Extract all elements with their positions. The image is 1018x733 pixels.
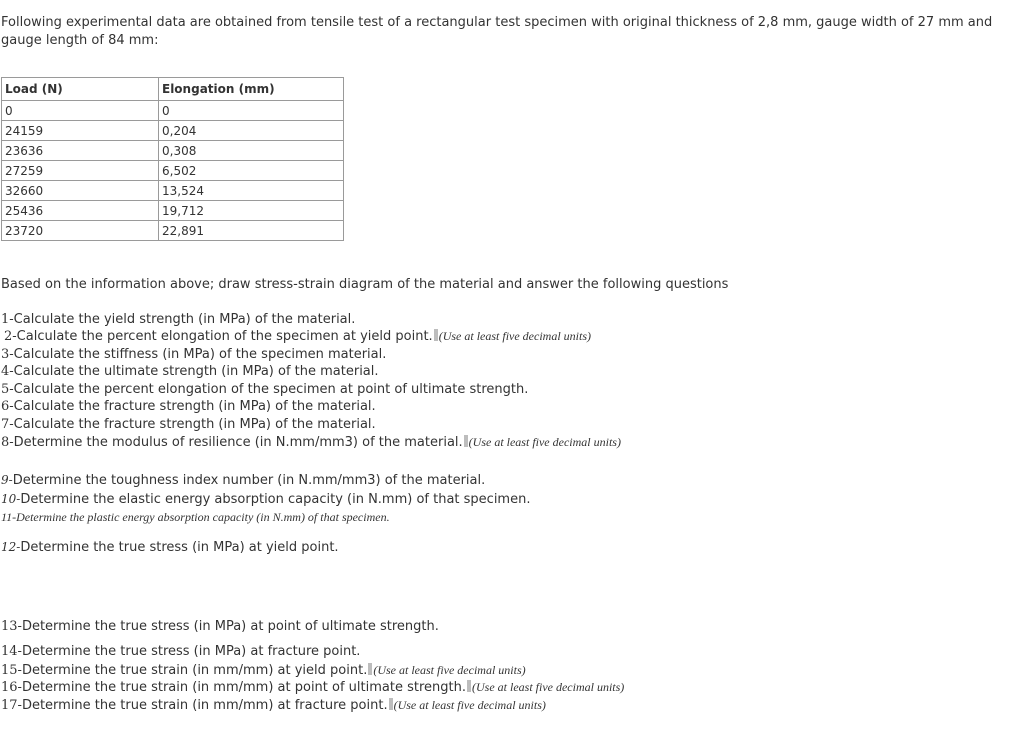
- question-number: 11-: [1, 510, 17, 524]
- question-number: 4-: [1, 364, 14, 379]
- question-10: [1, 491, 530, 508]
- elongation-cell: 19,712: [159, 201, 344, 221]
- question-number: 16-: [1, 680, 22, 695]
- decimal-note: (Use at least five decimal units): [468, 435, 621, 449]
- question-number: 12-: [1, 540, 21, 554]
- question-5: [1, 381, 528, 398]
- question-7: [1, 416, 376, 433]
- question-number: 14-: [1, 644, 22, 659]
- question-text: Determine the true strain (in mm/mm) at point of ultimate strength.: [21, 680, 466, 695]
- question-number: 5-: [1, 382, 14, 397]
- question-16: [1, 679, 624, 696]
- tensile-data-table: [1, 77, 344, 241]
- question-15: [1, 662, 526, 679]
- question-text: Determine the true stress (in MPa) at yield point.: [20, 540, 339, 555]
- cursor-mark: [467, 680, 471, 692]
- question-number: 15-: [1, 663, 22, 678]
- question-9: [1, 472, 485, 489]
- load-cell: 25436: [2, 201, 159, 221]
- question-number: 1-: [1, 312, 14, 327]
- question-text: Determine the elastic energy absorption capacity (in N.mm) of that specimen.: [20, 492, 531, 507]
- question-13: [1, 618, 439, 635]
- header-load: Load (N): [2, 78, 159, 101]
- elongation-cell: 6,502: [159, 161, 344, 181]
- question-text: Determine the plastic energy absorption capacity (in N.mm) of that specimen.: [16, 510, 390, 524]
- question-number: 7-: [1, 417, 14, 432]
- question-text: Calculate the stiffness (in MPa) of the specimen material.: [13, 347, 387, 362]
- question-text: Calculate the percent elongation of the specimen at yield point.: [16, 329, 433, 344]
- question-number: 13-: [1, 619, 22, 634]
- elongation-cell: 13,524: [159, 181, 344, 201]
- question-text: Determine the modulus of resilience (in N.mm/mm3) of the material.: [13, 435, 463, 450]
- question-text: Determine the true strain (in mm/mm) at fracture point.: [21, 698, 388, 713]
- question-number: 2-: [4, 329, 17, 344]
- decimal-note: (Use at least five decimal units): [438, 329, 591, 343]
- table-row: [2, 161, 344, 181]
- question-3: [1, 346, 386, 363]
- cursor-mark: [464, 435, 468, 447]
- instruction-text: Based on the information above; draw stress-strain diagram of the material and answer the following questions: [1, 277, 729, 292]
- question-6: [1, 398, 376, 415]
- decimal-note: (Use at least five decimal units): [393, 698, 546, 712]
- load-cell: 23636: [2, 141, 159, 161]
- question-text: Calculate the ultimate strength (in MPa) of the material.: [13, 364, 379, 379]
- question-number: 6-: [1, 399, 14, 414]
- question-number: 3-: [1, 347, 14, 362]
- question-12: [1, 539, 339, 556]
- question-4: [1, 363, 379, 380]
- cursor-mark: [389, 698, 393, 710]
- question-2: [4, 328, 591, 345]
- table-row: [2, 221, 344, 241]
- decimal-note: (Use at least five decimal units): [373, 663, 526, 677]
- question-number: 8-: [1, 435, 14, 450]
- cursor-mark: [434, 329, 438, 341]
- header-elongation: Elongation (mm): [159, 78, 344, 101]
- table-row: [2, 101, 344, 121]
- question-text: Determine the true stress (in MPa) at point of ultimate strength.: [21, 619, 439, 634]
- question-number: 9-: [1, 473, 13, 487]
- load-cell: 23720: [2, 221, 159, 241]
- question-text: Determine the true stress (in MPa) at fracture point.: [21, 644, 361, 659]
- question-14: [1, 643, 360, 660]
- elongation-cell: 22,891: [159, 221, 344, 241]
- question-17: [1, 697, 546, 714]
- question-text: Determine the true strain (in mm/mm) at yield point.: [21, 663, 368, 678]
- question-8: [1, 434, 621, 451]
- elongation-cell: 0,308: [159, 141, 344, 161]
- cursor-mark: [368, 663, 372, 675]
- question-1: [1, 311, 355, 328]
- question-text: Calculate the percent elongation of the specimen at point of ultimate strength.: [13, 382, 529, 397]
- decimal-note: (Use at least five decimal units): [472, 680, 625, 694]
- load-cell: 27259: [2, 161, 159, 181]
- question-text: Calculate the fracture strength (in MPa) of the material.: [13, 417, 376, 432]
- table-row: [2, 141, 344, 161]
- table-row: [2, 121, 344, 141]
- question-text: Calculate the yield strength (in MPa) of the material.: [13, 312, 356, 327]
- load-cell: 32660: [2, 181, 159, 201]
- table-row: [2, 181, 344, 201]
- elongation-cell: 0,204: [159, 121, 344, 141]
- question-text: Determine the toughness index number (in N.mm/mm3) of the material.: [12, 473, 486, 488]
- load-cell: 0: [2, 101, 159, 121]
- elongation-cell: 0: [159, 101, 344, 121]
- question-number: 10-: [1, 492, 21, 506]
- question-11: [1, 509, 390, 526]
- table-header-row: [2, 78, 344, 101]
- table-row: [2, 201, 344, 221]
- intro-paragraph: Following experimental data are obtained from tensile test of a rectangular test specimen with original thickness of 2,8 mm, gauge width of 27 mm and gauge length of 84 mm:: [1, 15, 993, 48]
- question-text: Calculate the fracture strength (in MPa) of the material.: [13, 399, 376, 414]
- load-cell: 24159: [2, 121, 159, 141]
- question-number: 17-: [1, 698, 22, 713]
